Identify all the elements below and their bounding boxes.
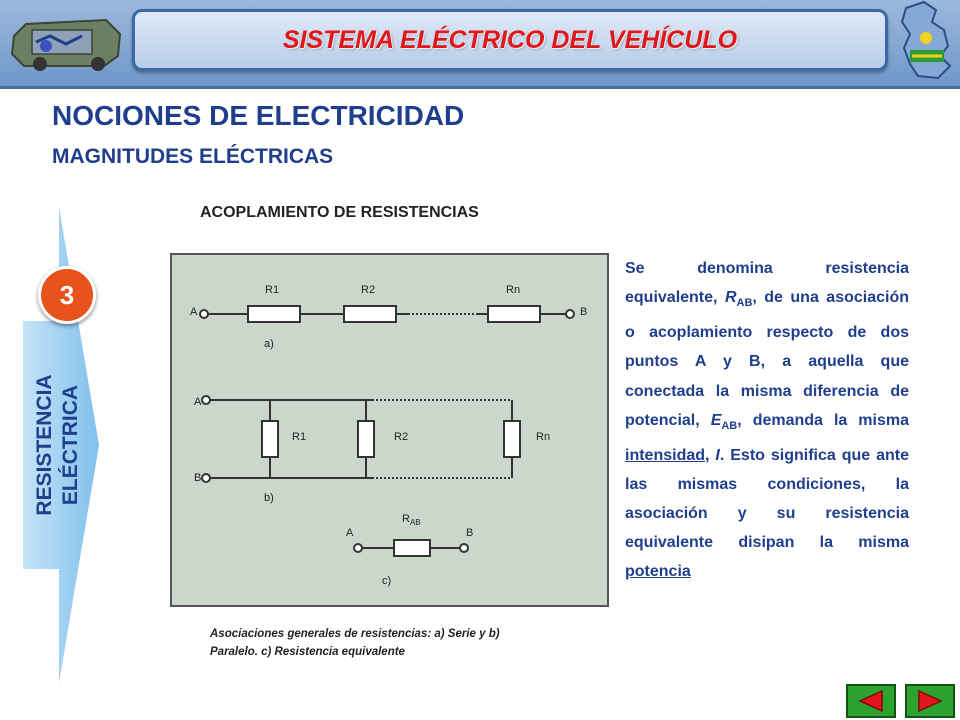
next-button[interactable] — [905, 684, 955, 718]
label-rab-main: R — [402, 513, 410, 525]
label-r1-series: R1 — [265, 284, 280, 296]
resistor-rn-parallel — [504, 421, 520, 457]
terminal-a-series — [200, 310, 208, 318]
desc-r-sub: AB — [736, 297, 753, 310]
title-banner — [132, 9, 888, 71]
label-b-series: B — [580, 306, 588, 318]
circuit-svg — [172, 255, 607, 605]
triangle-right-icon — [917, 689, 943, 713]
label-a-parallel: A — [194, 396, 202, 408]
diagram-caption: Asociaciones generales de resistencias: a) Serie y b) Paralelo. c) Resistencia equivalente — [210, 628, 500, 658]
label-a-series: A — [190, 306, 198, 318]
sidebar-label-line1: RESISTENCIA — [33, 374, 56, 516]
label-r1-parallel: R1 — [292, 431, 307, 443]
label-rab-sub: AB — [409, 518, 421, 527]
circuit-diagram — [170, 253, 609, 607]
header-bar — [0, 0, 960, 89]
label-part-b: b) — [264, 492, 274, 504]
resistor-r2-series — [344, 306, 396, 322]
regional-map-logo — [896, 0, 958, 80]
terminal-b-equivalent — [460, 544, 468, 552]
label-r2-series: R2 — [361, 284, 376, 296]
resistor-rn-series — [488, 306, 540, 322]
terminal-a-equivalent — [354, 544, 362, 552]
description-text — [625, 254, 909, 586]
sidebar-label-line2: ELÉCTRICA — [59, 384, 82, 506]
main-heading: NOCIONES DE ELECTRICIDAD — [52, 100, 465, 131]
desc-part3: , demanda la misma — [737, 411, 909, 429]
desc-part1: Se denomina resistencia equivalente, — [625, 260, 909, 307]
desc-e-symbol: E — [710, 411, 722, 429]
vehicle-logo — [6, 6, 126, 78]
page-title: SISTEMA ELÉCTRICO DEL VEHÍCULO — [282, 25, 738, 54]
resistor-r1-series — [248, 306, 300, 322]
label-b-equivalent: B — [466, 527, 474, 539]
link-intensidad[interactable]: intensidad — [625, 446, 706, 464]
terminal-a-parallel — [202, 396, 210, 404]
label-part-a: a) — [264, 338, 274, 350]
desc-e-sub: AB — [721, 419, 738, 432]
terminal-b-series — [566, 310, 574, 318]
label-part-c: c) — [382, 575, 392, 587]
section-number-badge: 3 — [38, 266, 96, 324]
triangle-left-icon — [858, 689, 884, 713]
label-rn-parallel: Rn — [536, 431, 551, 443]
desc-r-symbol: R — [724, 289, 737, 307]
section-title: ACOPLAMIENTO DE RESISTENCIAS — [200, 204, 479, 221]
resistor-r1-parallel — [262, 421, 278, 457]
desc-part2: , de una asociación o acoplamiento respecto de dos puntos A y B, a aquella que conectada la misma diferencia de potencial, — [625, 289, 910, 429]
resistor-r2-parallel — [358, 421, 374, 457]
label-rab — [402, 513, 421, 527]
resistor-rab — [394, 540, 430, 556]
desc-part4: , — [705, 446, 716, 464]
previous-button[interactable] — [846, 684, 896, 718]
link-potencia[interactable]: potencia — [625, 563, 691, 581]
label-r2-parallel: R2 — [394, 431, 409, 443]
terminal-b-parallel — [202, 474, 210, 482]
desc-part5: . Esto significa que ante las mismas condiciones, la asociación y su resistencia equivalente disipan la misma — [625, 446, 909, 552]
label-rn-series: Rn — [506, 284, 521, 296]
desc-i-symbol: I — [715, 446, 720, 464]
sidebar-label — [32, 374, 84, 515]
label-b-parallel: B — [194, 472, 202, 484]
sub-heading: MAGNITUDES ELÉCTRICAS — [52, 145, 334, 168]
label-a-equivalent: A — [346, 527, 354, 539]
